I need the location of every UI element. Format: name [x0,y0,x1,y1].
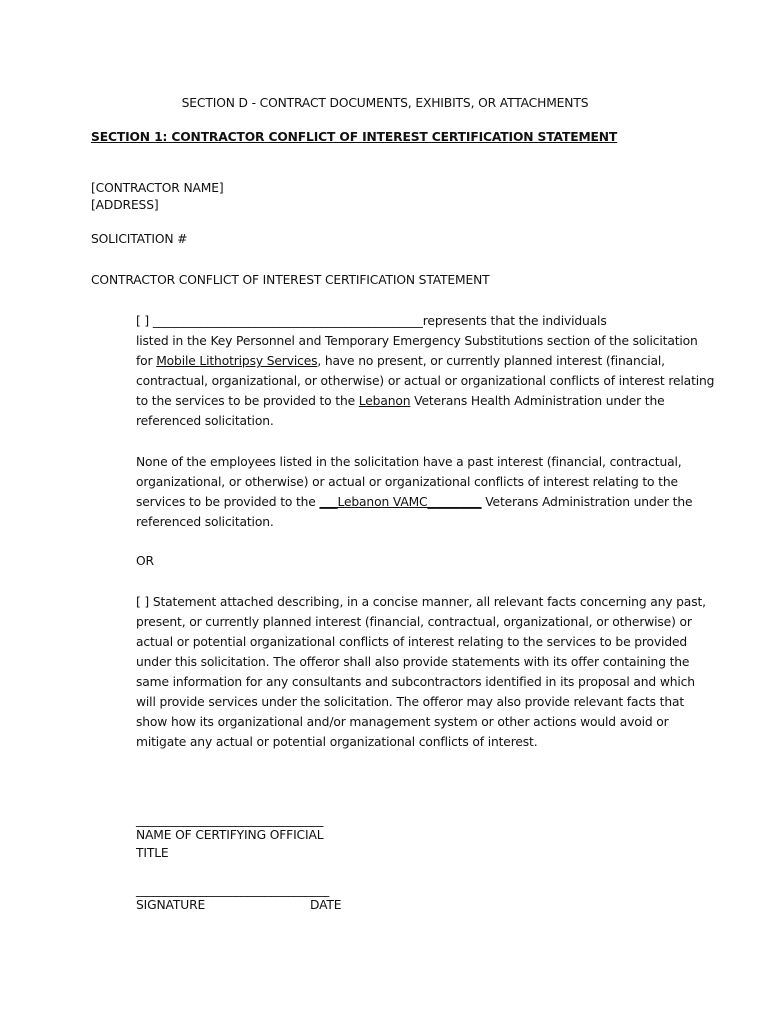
paragraph-3-line-1: [ ] Statement attached describing, in a concise manner, all relevant facts concerning any past, [136,595,706,609]
paragraph-3-line-7: show how its organizational and/or management system or other actions would avoid or [136,715,669,729]
certifying-official-name-line: ________________________________ [136,813,324,827]
paragraph-1-line-5-post: Veterans Health Administration under the [410,394,665,408]
paragraph-2-line-1: None of the employees listed in the solicitation have a past interest (financial, contractual, [136,455,682,469]
paragraph-2-line-3 [136,492,693,512]
facility-blank: ___Lebanon VAMC_________ [319,495,482,509]
title-label: TITLE [136,846,169,860]
section-1-title: SECTION 1: CONTRACTOR CONFLICT OF INTEREST CERTIFICATION STATEMENT [91,130,618,144]
paragraph-1-line-6: referenced solicitation. [136,414,274,428]
or-separator: OR [136,554,154,568]
service-name: Mobile Lithotripsy Services [156,354,318,368]
certifying-official-name-label: NAME OF CERTIFYING OFFICIAL [136,828,324,842]
paragraph-1-line-3-pre: for [136,354,157,368]
certification-statement-title: CONTRACTOR CONFLICT OF INTEREST CERTIFICATION STATEMENT [91,273,490,287]
contractor-name-placeholder: [CONTRACTOR NAME] [91,181,224,195]
contractor-address-placeholder: [ADDRESS] [91,198,159,212]
solicitation-number-label: SOLICITATION # [91,232,188,246]
paragraph-3-line-3: actual or potential organizational conflicts of interest relating to the services to be provided [136,635,688,649]
paragraph-1-text: represents that the individuals [422,314,607,328]
paragraph-2-line-2: organizational, or otherwise) or actual or organizational conflicts of interest relating to the [136,475,678,489]
paragraph-1-line-5 [136,391,686,411]
paragraph-2-line-3-pre: services to be provided to the [136,495,320,509]
paragraph-1-line-3 [136,351,686,371]
signature-label: SIGNATURE [136,898,206,912]
certification-paragraph-2 [136,452,693,532]
paragraph-3-line-8: mitigate any actual or potential organizational conflicts of interest. [136,735,538,749]
location-name: Lebanon [358,394,411,408]
paragraph-1-line-2: listed in the Key Personnel and Temporary Emergency Substitutions section of the solicitation [136,334,698,348]
paragraph-3-line-5: same information for any consultants and subcontractors identified in its proposal and which [136,675,695,689]
paragraph-3-line-2: present, or currently planned interest (financial, contractual, organizational, or otherwise) or [136,615,692,629]
date-label: DATE [310,898,342,912]
paragraph-2-line-3-post: Veterans Administration under the [481,495,693,509]
paragraph-1-line-4: contractual, organizational, or otherwise) or actual or organizational conflicts of interest relating [136,374,715,388]
checkbox-1: [ ] [136,314,150,328]
certification-paragraph-3 [136,592,706,752]
paragraph-2-line-4: referenced solicitation. [136,515,274,529]
signature-line: _________________________________ [136,883,329,897]
contractor-blank-line: _____________________________________________ [152,314,423,328]
section-d-title: SECTION D - CONTRACT DOCUMENTS, EXHIBITS, OR ATTACHMENTS [181,96,589,110]
paragraph-1-line-1 [136,311,686,331]
paragraph-1-line-3-post: , have no present, or currently planned interest (financial, [317,354,665,368]
paragraph-1-line-5-pre: to the services to be provided to the [136,394,359,408]
paragraph-3-line-4: under this solicitation. The offeror shall also provide statements with its offer containing the [136,655,690,669]
certification-paragraph-1 [136,311,715,431]
paragraph-3-line-6: will provide services under the solicitation. The offeror may also provide relevant facts that [136,695,685,709]
